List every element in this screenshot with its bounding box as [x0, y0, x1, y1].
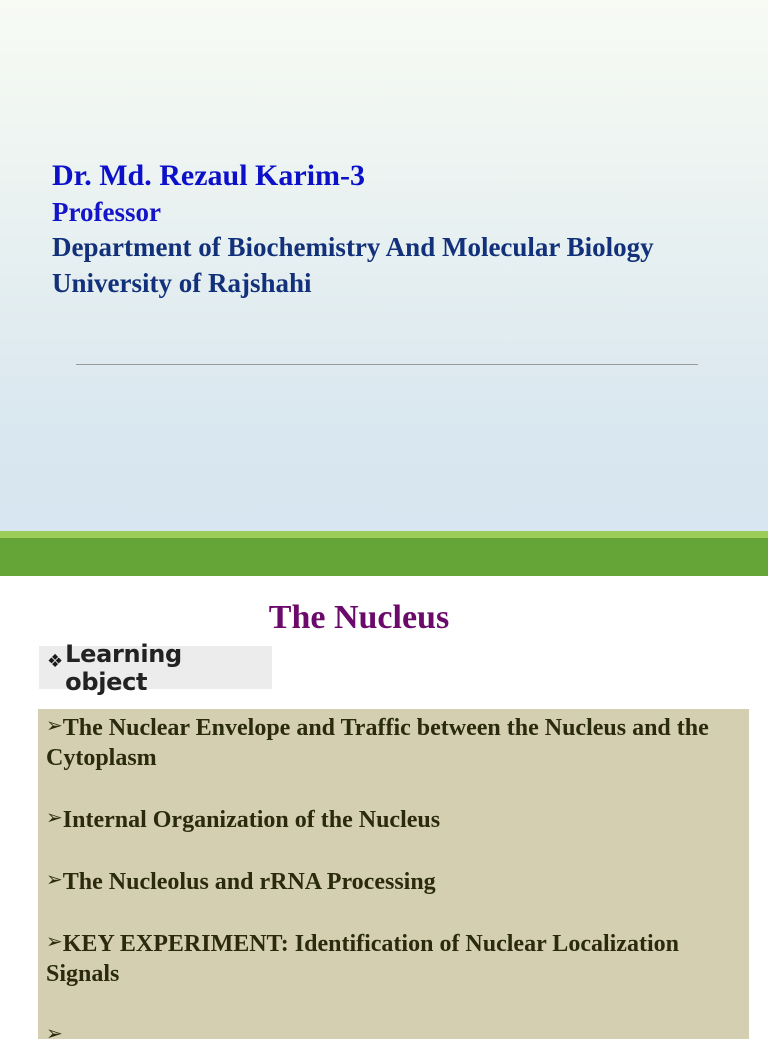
footer-band-light: [0, 531, 768, 538]
topic-item: [46, 929, 736, 989]
topic-item: [46, 867, 736, 897]
diamond-bullet-icon: ❖: [47, 651, 64, 672]
arrowhead-bullet-icon: ➢: [46, 929, 63, 953]
arrowhead-bullet-icon: ➢: [46, 867, 63, 891]
topic-text: The Nuclear Envelope and Traffic between the Nucleus and the Cytoplasm: [46, 715, 709, 771]
divider-line: [76, 364, 698, 365]
topic-text: The Nucleolus and rRNA Processing: [62, 869, 436, 895]
topic-item: [46, 1021, 736, 1051]
arrowhead-bullet-icon: ➢: [46, 713, 63, 737]
topic-item: [46, 713, 736, 773]
author-role: Professor: [52, 197, 161, 227]
slide-title: The Nucleus: [268, 599, 450, 636]
topic-text: Internal Organization of the Nucleus: [62, 807, 441, 833]
topic-text: KEY EXPERIMENT: Identification of Nuclear Localization Signals: [46, 931, 679, 987]
learning-object-label: Learning object: [65, 639, 182, 696]
content-slide: [0, 576, 768, 1045]
author-university: University of Rajshahi: [52, 268, 312, 298]
author-block: [52, 157, 654, 301]
author-name: Dr. Md. Rezaul Karim-3: [52, 159, 366, 192]
footer-band: [0, 538, 768, 576]
author-department: Department of Biochemistry And Molecular Biology: [52, 232, 654, 262]
arrowhead-bullet-icon: ➢: [46, 805, 63, 829]
learning-object-heading: [39, 639, 272, 696]
topics-box: [38, 709, 749, 1045]
arrowhead-bullet-icon: ➢: [46, 1021, 63, 1045]
topic-item: [46, 805, 736, 835]
